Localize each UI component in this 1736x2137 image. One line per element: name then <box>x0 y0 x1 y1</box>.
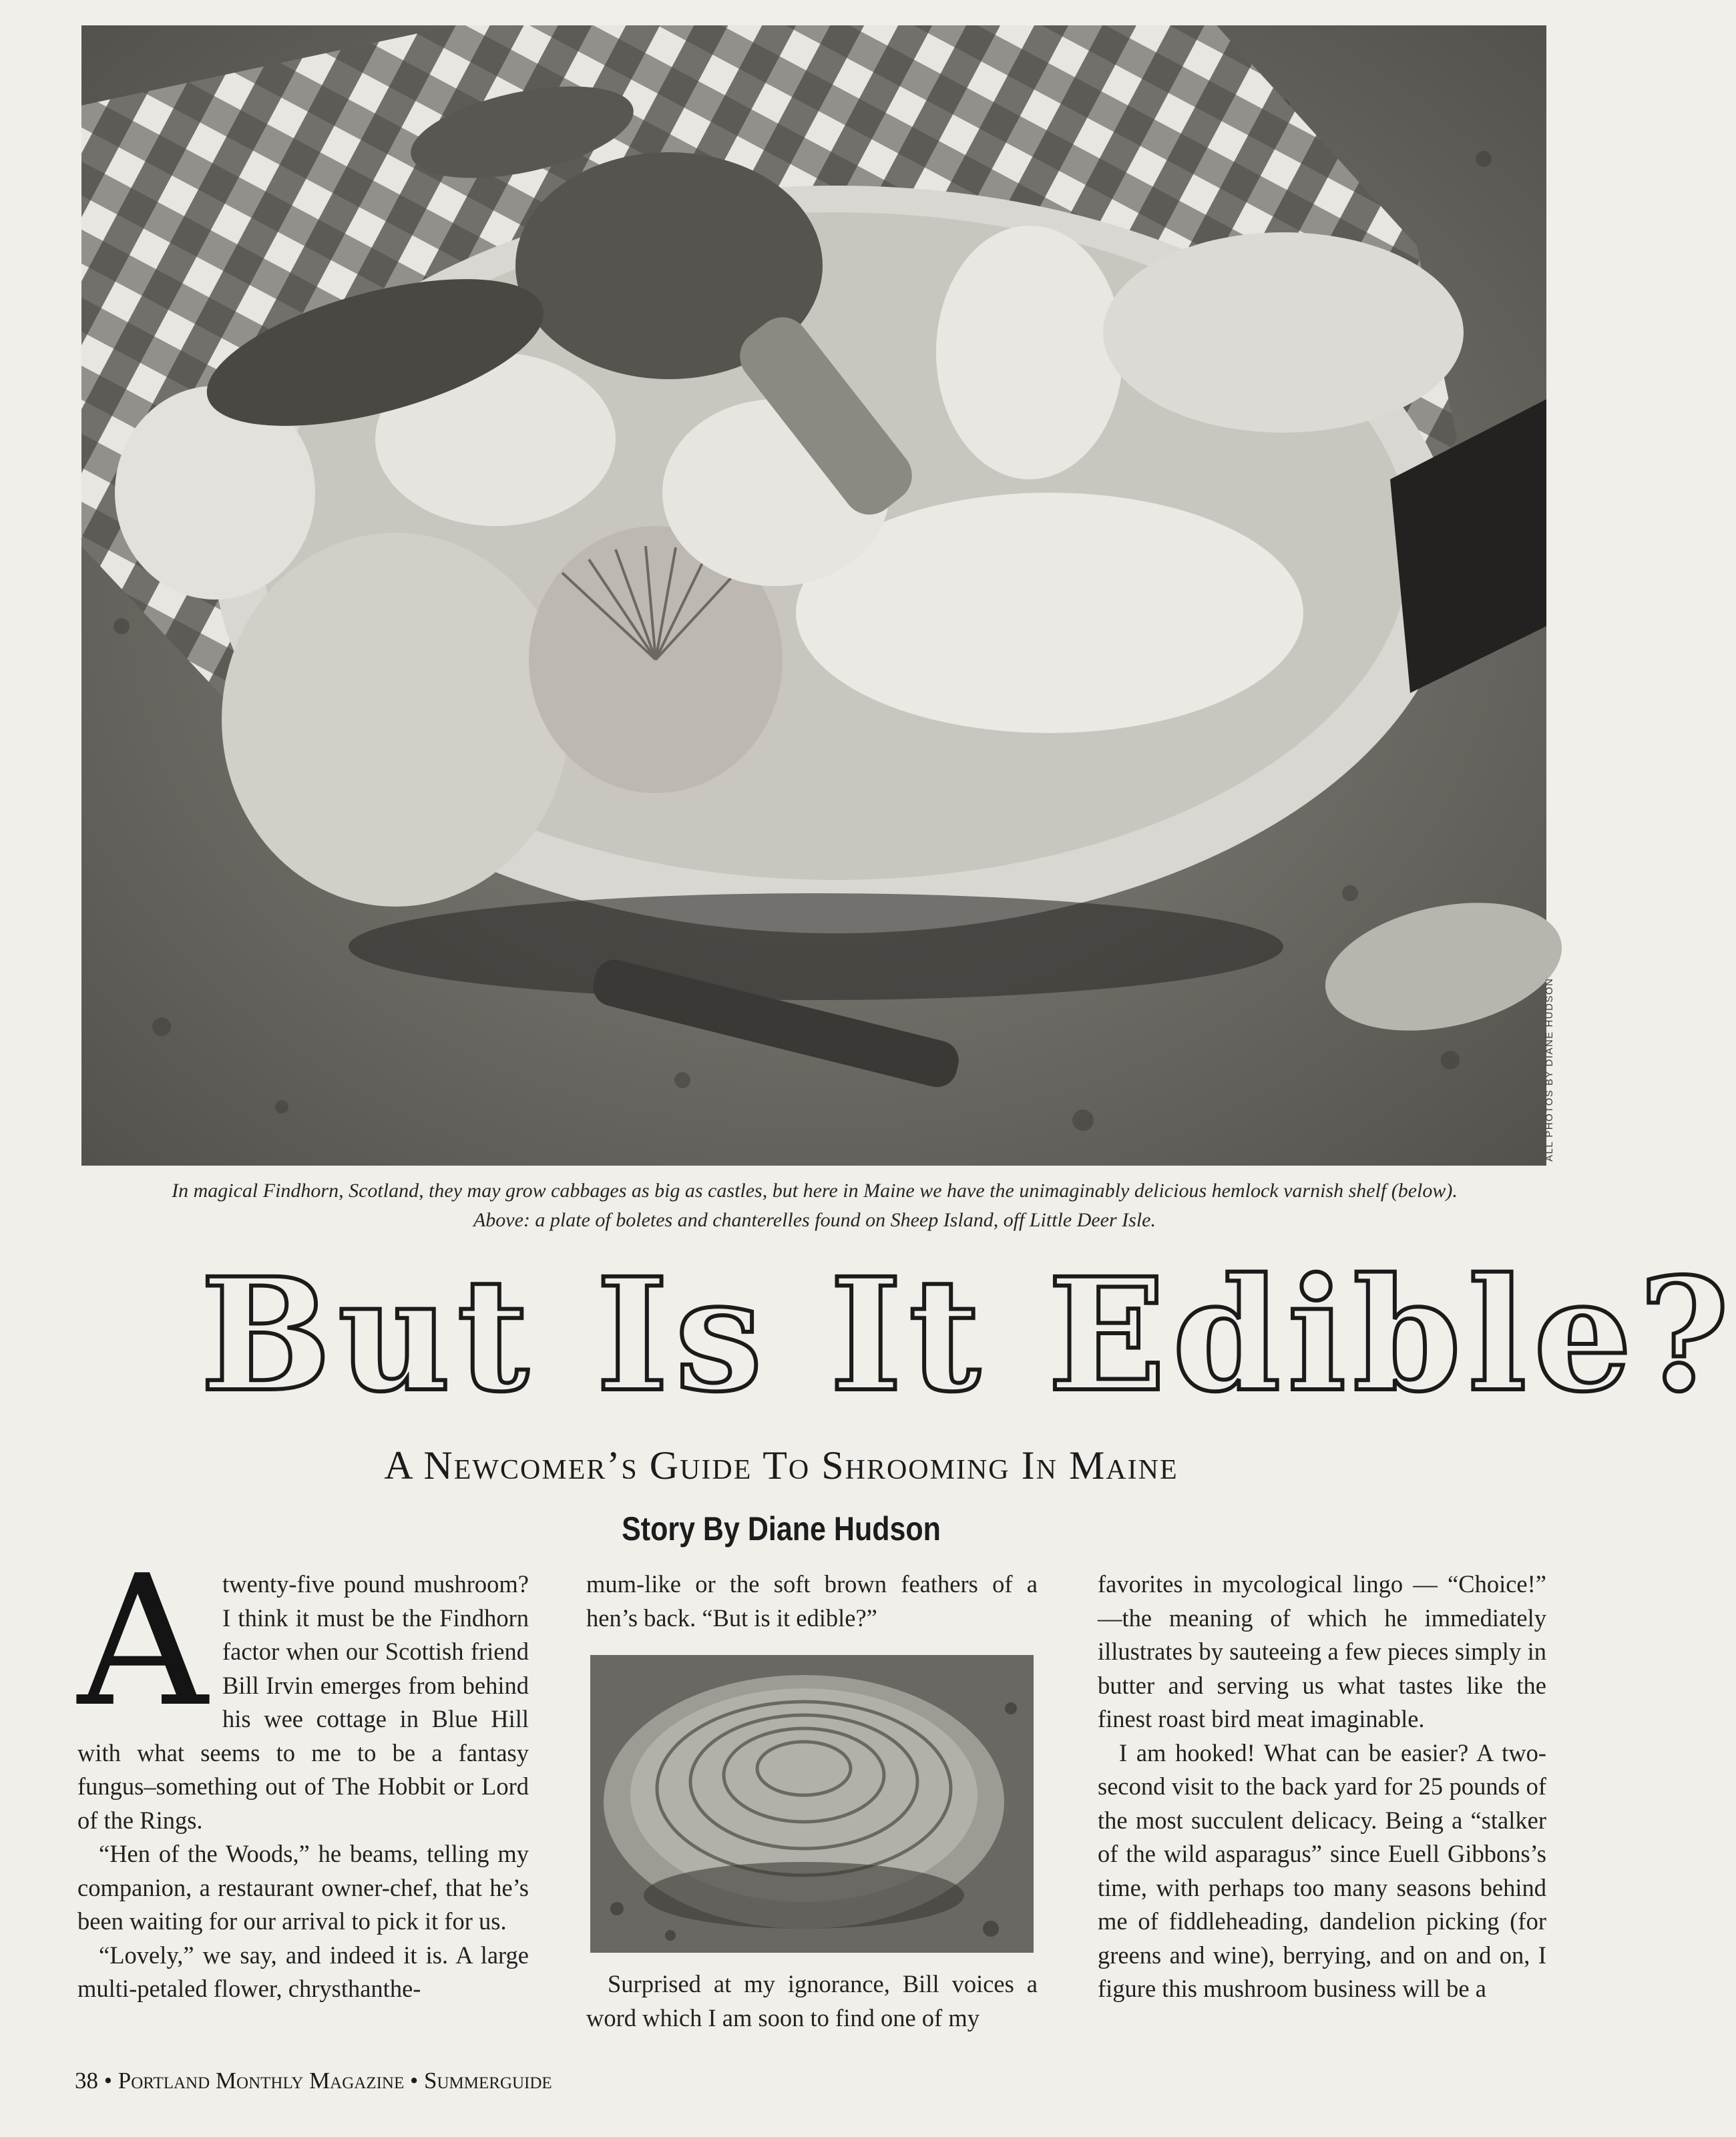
photo-credit: ALL PHOTOS BY DIANE HUDSON <box>1544 977 1555 1162</box>
section-name: Summerguide <box>424 2068 552 2094</box>
paragraph: “Lovely,” we say, and indeed it is. A large multi-petaled flower, chrysthanthe- <box>77 1941 529 2002</box>
footer-separator: • <box>103 2068 113 2094</box>
hemlock-varnish-shelf-image <box>590 1655 1034 1953</box>
page-number: 38 <box>75 2068 98 2094</box>
paragraph: I am hooked! What can be easier? A two-second visit to the back yard for 25 pounds of the most succulent delicacy. Being a “stalker of the wild asparagus” since Euell Gibbons’s time, with perhaps too many seasons behind me of fiddleheading, dandelion picking (for greens and wine), berrying, and on and on, I figure this mushroom business will be a <box>1098 1738 1546 2002</box>
caption-line-1: In magical Findhorn, Scotland, they may grow cabbages as big as castles, but here in Maine we have the unimaginably delicious hemlock varnish shelf (below). <box>172 1180 1458 1202</box>
article-byline: Story By Diane Hudson <box>622 1510 941 1548</box>
paragraph: mum-like or the soft brown feathers of a hen’s back. “But is it edible?” <box>586 1570 1038 1632</box>
paragraph-text: twenty-five pound mushroom? I think it must be the Findhorn factor when our Scottish friend Bill Irvin emerges from behind his wee cottage in Blue Hill with what seems to me to be a fantasy fungus–something out of The Hobbit or Lord of the Rings. <box>77 1570 529 1834</box>
page-footer <box>75 2064 552 2098</box>
photo-caption <box>87 1176 1542 1235</box>
text-column-3 <box>1098 1568 1546 2006</box>
magazine-name: Portland Monthly Magazine <box>118 2068 405 2094</box>
article-subtitle: A Newcomer’s Guide To Shrooming In Maine <box>384 1443 1178 1487</box>
text-column-2 <box>586 1568 1038 2035</box>
paragraph <box>77 1536 529 1837</box>
varnish-shelf-photo <box>590 1655 1034 1953</box>
caption-line-2: Above: a plate of boletes and chanterelles found on Sheep Island, off Little Deer Isle. <box>473 1209 1156 1231</box>
drop-cap: A <box>77 1536 208 1746</box>
paragraph: Surprised at my ignorance, Bill voices a word which I am soon to find one of my <box>586 1970 1038 2032</box>
text-column-1 <box>77 1536 529 2006</box>
article-title: But Is It Edible? <box>200 1244 1736 1426</box>
paragraph: “Hen of the Woods,” he beams, telling my companion, a restaurant owner-chef, that he’s been waiting for our arrival to pick it for us. <box>77 1840 529 1935</box>
footer-separator: • <box>410 2068 419 2094</box>
mushroom-plate-photo <box>81 25 1546 1166</box>
paragraph: favorites in mycological lingo — “Choice!” —the meaning of which he immediately illustrates by sauteeing a few pieces simply in butter and serving us what tastes like the finest roast bird meat imaginable. <box>1098 1570 1546 1732</box>
main-photo <box>81 25 1546 1166</box>
